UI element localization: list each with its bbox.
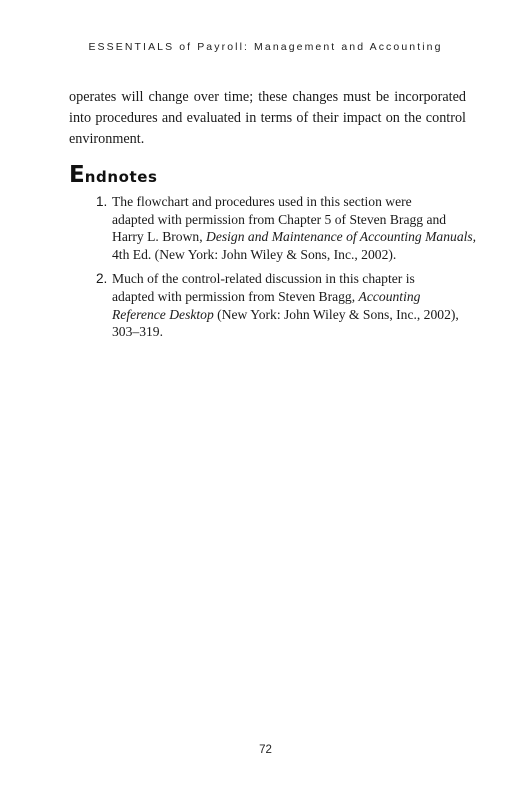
running-head: ESSENTIALS of Payroll: Management and Accounting [88, 41, 443, 53]
body-line: operates will change over time; these changes must be incorporated [69, 89, 466, 105]
body-line: into procedures and evaluated in terms of their impact on the control [69, 110, 466, 126]
endnote-line: Much of the control-related discussion in this chapter is [112, 271, 415, 287]
endnote-line: The flowchart and procedures used in this section were [112, 194, 412, 209]
endnote-line: 4th Ed. (New York: John Wiley & Sons, Inc., 2002). [112, 246, 397, 262]
endnote-text: (New York: John Wiley & Sons, Inc., 2002), [213, 306, 459, 322]
section-heading-endnotes [69, 161, 158, 191]
endnote-number: 1. [96, 194, 108, 209]
endnote-text: adapted with permission from Steven Bragg, [112, 288, 359, 304]
endnote-line: 303–319. [112, 324, 163, 340]
endnotes-list [96, 193, 477, 348]
endnote-book-title: Accounting [358, 288, 421, 304]
endnote-item [96, 270, 468, 340]
endnote-line: adapted with permission from Chapter 5 of Steven Bragg and [112, 211, 447, 227]
endnote-item [96, 193, 477, 263]
endnote-book-title: Reference Desktop [112, 306, 214, 322]
page-number: 72 [259, 744, 272, 756]
endnote-line [112, 306, 468, 324]
endnote-text: Harry L. Brown, [112, 229, 207, 245]
heading-rest: ndnotes [84, 168, 158, 186]
endnote-line [112, 288, 468, 306]
endnote-line [112, 228, 477, 246]
heading-initial: E [69, 162, 85, 188]
endnote-book-title: Design and Maintenance of Accounting Manuals, [206, 229, 477, 245]
body-line: environment. [69, 131, 145, 147]
endnote-number: 2. [96, 271, 108, 287]
body-paragraph [69, 87, 466, 150]
